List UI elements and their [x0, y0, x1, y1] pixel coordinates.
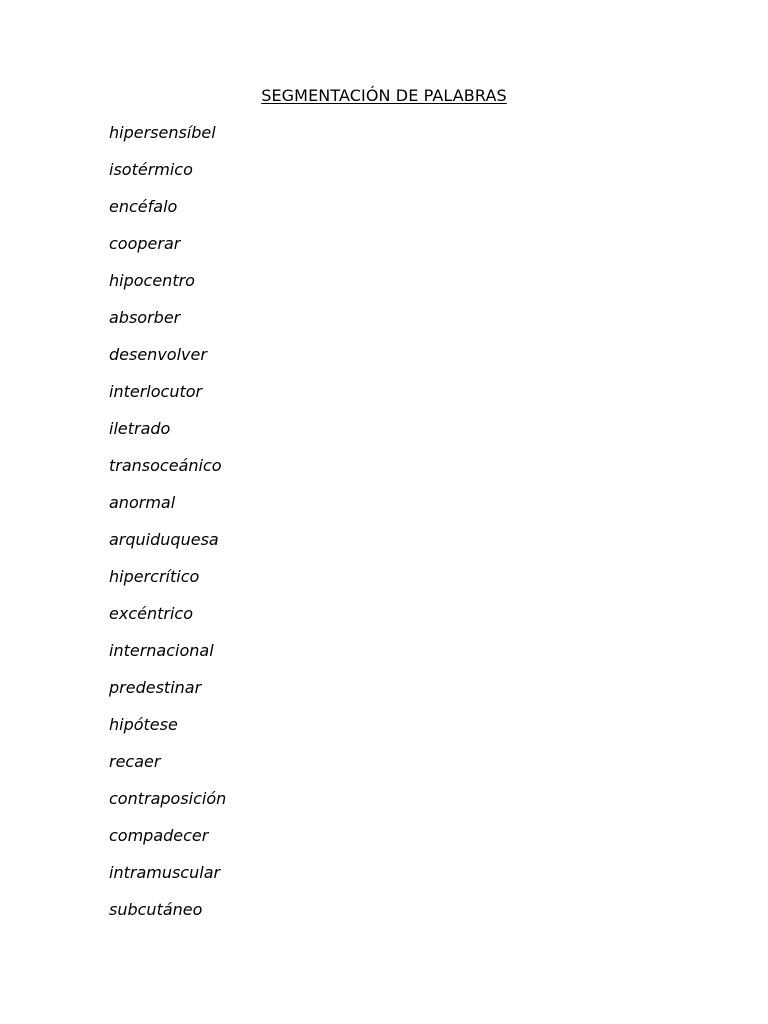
list-item: compadecer	[109, 826, 209, 845]
list-item: intramuscular	[109, 863, 221, 882]
list-item: hipocentro	[109, 271, 195, 290]
list-item: isotérmico	[109, 160, 193, 179]
list-item: absorber	[109, 308, 181, 327]
list-item: anormal	[109, 493, 176, 512]
list-item: hipótese	[109, 715, 178, 734]
word-list	[109, 123, 226, 937]
list-item: subcutáneo	[109, 900, 203, 919]
list-item: transoceánico	[109, 456, 222, 475]
list-item: iletrado	[109, 419, 171, 438]
list-item: desenvolver	[109, 345, 207, 364]
list-item: predestinar	[109, 678, 202, 697]
page-title: SEGMENTACIÓN DE PALABRAS	[261, 86, 507, 105]
list-item: encéfalo	[109, 197, 178, 216]
list-item: cooperar	[109, 234, 181, 253]
list-item: recaer	[109, 752, 161, 771]
list-item: excéntrico	[109, 604, 193, 623]
list-item: internacional	[109, 641, 214, 660]
list-item: interlocutor	[109, 382, 203, 401]
list-item: hipercrítico	[109, 567, 200, 586]
list-item: arquiduquesa	[109, 530, 219, 549]
list-item: hipersensíbel	[109, 123, 216, 142]
list-item: contraposición	[109, 789, 227, 808]
